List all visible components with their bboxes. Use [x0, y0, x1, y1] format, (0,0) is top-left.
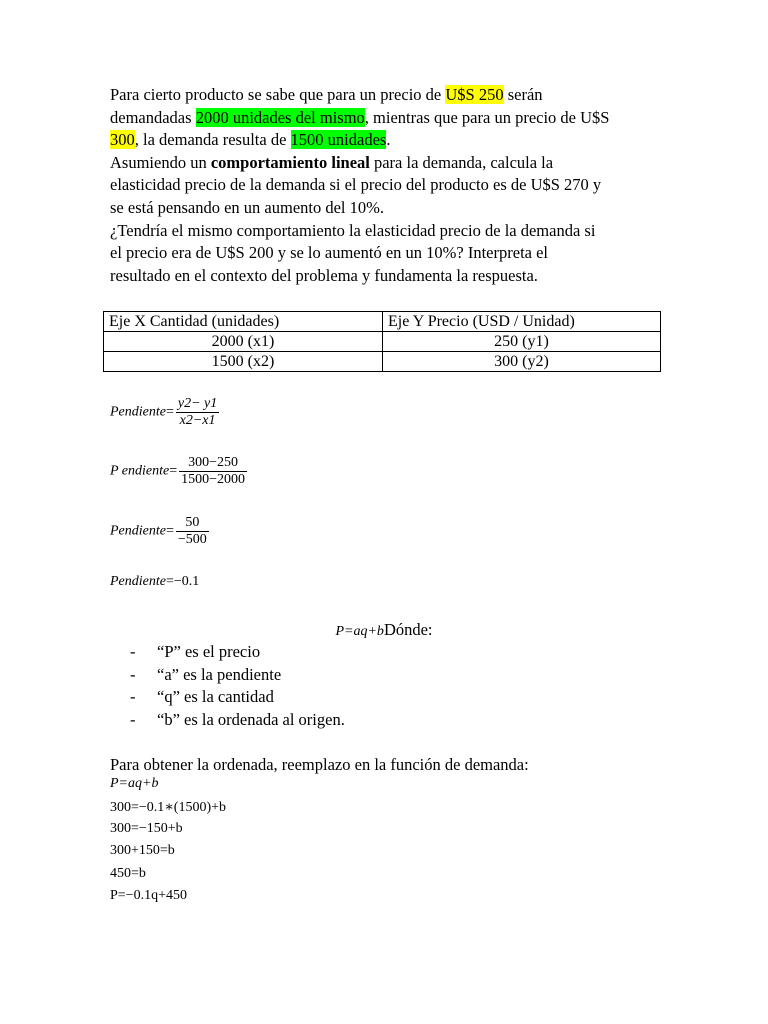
equals-sign: = [169, 463, 178, 479]
linear-equation: P=aq+b [335, 624, 384, 639]
fraction-numerator: y2− y1 [177, 396, 218, 411]
list-item-text: “P” es el precio [157, 642, 261, 661]
step-text: 300=−150+b [110, 821, 183, 836]
problem-line-8: el precio era de U$S 200 y se lo aumentó en un 10%? Interpreta el [110, 243, 549, 263]
text-run: , mientras que para un precio de U$S [364, 107, 610, 127]
problem-line-4 [110, 152, 665, 175]
table-cell: 250 (y1) [383, 332, 661, 352]
formula-label: P endiente [110, 463, 170, 479]
solve-intro: Para obtener la ordenada, reemplazo en la función de demanda: [110, 755, 529, 774]
list-item [130, 641, 345, 664]
formula-label: Pendiente [110, 523, 166, 539]
highlight-price-300: 300 [110, 130, 135, 150]
formula-label: Pendiente [110, 404, 166, 420]
list-item-text: “q” es la cantidad [157, 687, 274, 707]
solve-step [110, 799, 226, 816]
problem-line-6: se está pensando en un aumento del 10%. [110, 197, 385, 217]
dash-bullet: - [130, 687, 136, 707]
list-item-text: “b” es la ordenada al origen. [157, 709, 345, 729]
fraction-denominator: 1500−2000 [181, 472, 246, 487]
equals-sign: = [165, 523, 174, 539]
dash-bullet: - [130, 642, 136, 661]
table-cell: 300 (y2) [383, 352, 661, 372]
fraction-numerator: 50 [176, 515, 209, 532]
dash-bullet: - [130, 664, 136, 684]
table-header: Eje Y Precio (USD / Unidad) [383, 312, 661, 332]
step-text: 300=−0.1∗(1500)+b [110, 800, 227, 815]
highlight-price-250: U$S 250 [445, 85, 504, 104]
list-item-text: “a” es la pendiente [157, 664, 282, 684]
table-row [104, 332, 661, 352]
problem-line-5: elasticidad precio de la demanda si el precio del producto es de U$S 270 y [110, 175, 602, 195]
equals-sign: = [165, 404, 174, 420]
data-table [103, 311, 661, 372]
formula-slope-general [110, 396, 219, 429]
donde-label: Dónde: [383, 620, 433, 639]
table-cell: 1500 (x2) [104, 352, 383, 372]
problem-line-1 [110, 84, 665, 107]
step-text: 300+150=b [110, 843, 175, 858]
dash-bullet: - [130, 709, 136, 729]
problem-line-2 [110, 107, 665, 130]
solve-step [110, 888, 187, 904]
bold-linear-behavior: comportamiento lineal [210, 152, 370, 172]
text-run: Asumiendo un [110, 152, 211, 172]
fraction [176, 515, 209, 548]
step-text: P=aq+b [110, 776, 159, 791]
solve-step [110, 821, 183, 837]
text-run: . [386, 130, 391, 150]
fraction-numerator: 300−250 [179, 455, 247, 472]
formula-value: =−0.1 [165, 574, 200, 589]
fraction-denominator: −500 [177, 532, 207, 547]
fraction-denominator: x2−x1 [179, 413, 216, 428]
formula-slope-values [110, 455, 247, 488]
list-item [130, 664, 345, 687]
highlight-2000-units: 2000 unidades del mismo [195, 107, 365, 127]
list-item [130, 709, 345, 732]
fraction [179, 455, 247, 488]
problem-line-9: resultado en el contexto del problema y fundamenta la respuesta. [110, 265, 538, 285]
step-text: 450=b [110, 866, 146, 881]
solve-step [110, 776, 158, 792]
table-cell: 2000 (x1) [104, 332, 383, 352]
problem-line-7: ¿Tendría el mismo comportamiento la elasticidad precio de la demanda si [110, 220, 596, 240]
table-row [104, 352, 661, 372]
fraction [176, 396, 219, 429]
problem-line-3 [110, 129, 665, 152]
linear-model-line [0, 620, 768, 640]
solve-step [110, 866, 146, 882]
formula-slope-result [110, 574, 199, 590]
problem-statement [110, 84, 665, 287]
highlight-1500-units: 1500 unidades [290, 130, 387, 150]
text-run: demandadas [110, 107, 196, 127]
solve-step [110, 843, 175, 859]
variable-definitions-list [130, 641, 345, 731]
table-header: Eje X Cantidad (unidades) [104, 312, 383, 332]
text-run: , la demanda resulta de [134, 130, 291, 150]
text-run: Para cierto producto se sabe que para un precio de [110, 85, 446, 104]
text-run: serán [503, 85, 543, 104]
table-header-row [104, 312, 661, 332]
formula-slope-simplified [110, 515, 209, 548]
formula-label: Pendiente [110, 574, 166, 589]
step-text: P=−0.1q+450 [110, 888, 187, 903]
text-run: para la demanda, calcula la [369, 152, 554, 172]
list-item [130, 686, 345, 709]
